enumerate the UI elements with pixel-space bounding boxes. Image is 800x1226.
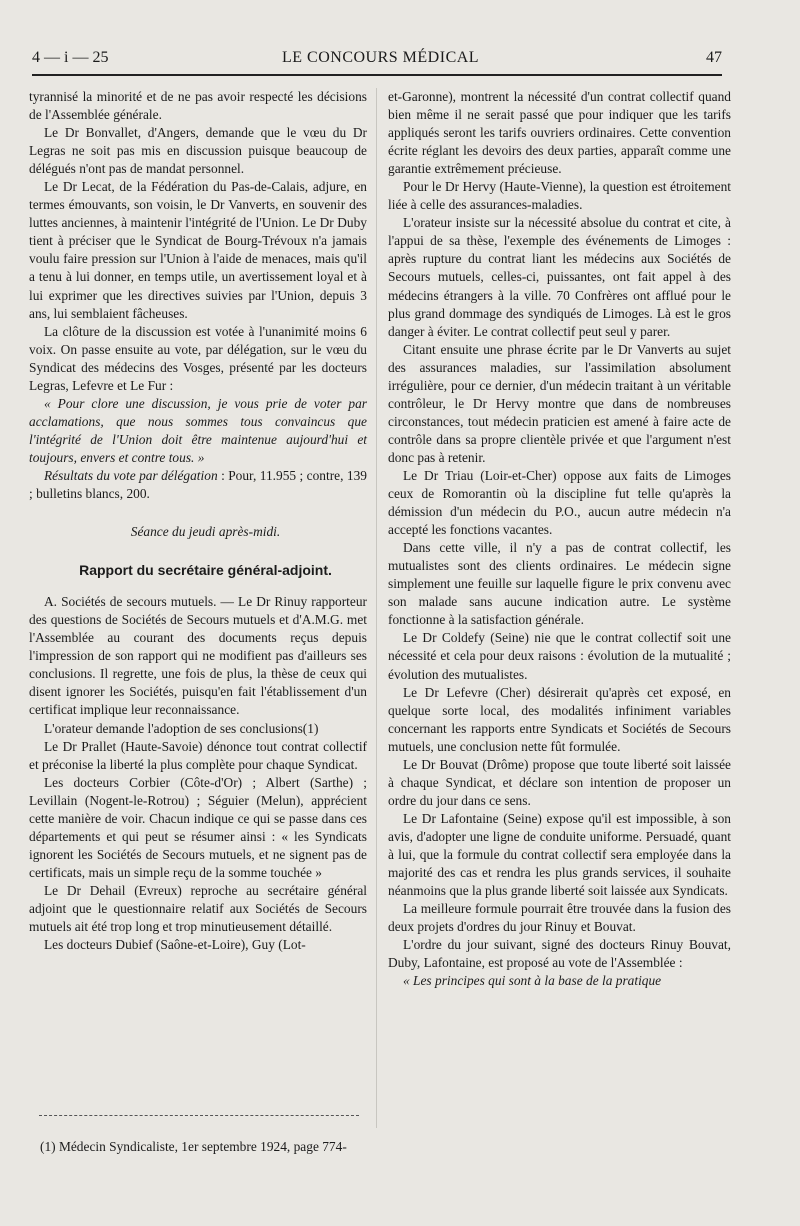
paragraph: La clôture de la discussion est votée à l'unanimité moins 6 voix. On passe ensuite au vote, par délégation, sur le vœu du Syndicat des médecins des Vosges, présenté par les docteurs Legras, Lefevre et Le Fur : bbox=[29, 323, 367, 393]
vote-results-text: : Pour, 11.955 ; contre, 139 ; bulletins blancs, 200. bbox=[29, 467, 367, 502]
paragraph: Le Dr Coldefy (Seine) nie que le contrat collectif soit une nécessité et cela pour deux raisons : évolution de la mutualité ; évolution des mutualistes. bbox=[388, 630, 731, 682]
journal-title: LE CONCOURS MÉDICAL bbox=[282, 49, 480, 66]
paragraph: Pour le Dr Hervy (Haute-Vienne), la question est étroitement liée à celle des assurances-maladies. bbox=[388, 179, 731, 213]
paragraph: Les docteurs Dubief (Saône-et-Loire), Guy (Lot- bbox=[44, 937, 306, 953]
vote-results-label: Résultats du vote par délégation bbox=[44, 467, 218, 483]
session-heading: Séance du jeudi après-midi. bbox=[130, 524, 281, 540]
paragraph: Dans cette ville, il n'y a pas de contrat collectif, les mutualistes sont des clients ordinaires. Le médecin signe simplement une feuille sur laquelle figure le prix convenu avec son malade sans aucune indication autre. Le système fonctionne à la satisfaction générale. bbox=[388, 540, 731, 628]
issue-date: 4 — i — 25 bbox=[32, 49, 109, 66]
header-rule bbox=[32, 74, 722, 76]
footnote-rule bbox=[39, 1115, 359, 1116]
paragraph: L'ordre du jour suivant, signé des docteurs Rinuy Bouvat, Duby, Lafontaine, est proposé au vote de l'Assemblée : bbox=[388, 937, 731, 971]
paragraph: Les docteurs Corbier (Côte-d'Or) ; Albert (Sarthe) ; Levillain (Nogent-le-Rotrou) ; Séguier (Melun), apprécient cette manière de voir. Chacun indique ce qui se passe dans ces départements et qui peut se résumer ainsi : « les Syndicats ignorent les Sociétés de Secours mutuels, et ne signent pas de certificats, mais un simple reçu de la somme touchée » bbox=[29, 774, 367, 880]
paragraph: Le Dr Triau (Loir-et-Cher) oppose aux faits de Limoges ceux de Romorantin où la discipline fut telle qu'après la démission d'un médecin du P.O., aucun autre médecin n'a accepté les fonctions vacantes. bbox=[388, 467, 731, 538]
vote-results bbox=[29, 467, 367, 503]
paragraph: Le Dr Prallet (Haute-Savoie) dénonce tout contrat collectif et préconise la liberté la plus complète pour chaque Syndicat. bbox=[29, 738, 367, 772]
quoted-motion: « Pour clore une discussion, je vous prie de voter par acclamations, que nous sommes tous convaincus que l'intégrité de l'Union doit être maintenue aujourd'hui et toujours, envers et contre tous. » bbox=[29, 395, 367, 465]
paragraph: Le Dr Bouvat (Drôme) propose que toute liberté soit laissée à chaque Syndicat, et déclare son intention de proposer un ordre du jour dans ce sens. bbox=[388, 756, 731, 808]
paragraph: Le Dr Lecat, de la Fédération du Pas-de-Calais, adjure, en termes émouvants, son voisin, le Dr Vanverts, en souvenir des luttes anciennes, à maintenir l'intégrité de l'Union. Le Dr Duby tient à préciser que le Syndicat de Bourg-Trévoux n'a jamais voulu faire pression sur l'Union à l'aide de menaces, mais qu'il a tenu à lui donner, en temps utile, un avertissement loyal et à lui exprimer que les directives suivies par l'Union, depuis 3 ans, lui semblaient fâcheuses. bbox=[29, 179, 367, 321]
column-gutter bbox=[376, 88, 377, 1128]
footnote: (1) Médecin Syndicaliste, 1er septembre 1924, page 774- bbox=[40, 1139, 347, 1154]
paragraph: Le Dr Lafontaine (Seine) expose qu'il est impossible, à son avis, d'adopter une ligne de conduite uniforme. Persuadé, quant à lui, que la formule du contrat collectif sera employée dans la majorité des cas et rendra les plus grands services, il souhaite néanmoins que la plus grande liberté soit laissée aux Syndicats. bbox=[388, 810, 731, 899]
quoted-motion: « Les principes qui sont à la base de la pratique bbox=[403, 973, 662, 989]
paragraph: L'orateur insiste sur la nécessité absolue du contrat et cite, à l'appui de sa thèse, l'exemple des événements de Limoges : après rupture du contrat liant les médecins aux Sociétés de Secours mutuels, celles-ci, puissantes, ont fait appel à des médecins étrangers à la ville. 70 Confrères ont afflué pour le plus grand dommage des syndiqués de Limoges. Là est le gros danger à éviter. Le contrat collectif peut seul y parer. bbox=[388, 215, 731, 339]
paragraph: A. Sociétés de secours mutuels. — Le Dr Rinuy rapporteur des questions de Sociétés de Secours mutuels et d'A.M.G. met l'Assemblée au courant des documents reçus depuis l'impression de son rapport qui ne modifient pas d'ailleurs ses conclusions. Il regrette, une fois de plus, la thèse de ceux qui disent ignorer les Sociétés, puisqu'en fait l'établissement d'un certificat implique leur reconnaissance. bbox=[29, 594, 367, 718]
paragraph: Le Dr Lefevre (Cher) désirerait qu'après cet exposé, en quelque sorte local, des modalités infiniment variables concernant les rapports entre Syndicats et Sociétés de Secours mutuels, une conclusion nette fût formulée. bbox=[388, 684, 731, 754]
paragraph: tyrannisé la minorité et de ne pas avoir respecté les décisions de l'Assemblée générale. bbox=[29, 89, 367, 123]
paragraph: Citant ensuite une phrase écrite par le Dr Vanverts au sujet des assurances maladies, sur l'assimilation absolument irrégulière, pour ce dernier, d'un médecin traitant à un véritable contrôleur, le Dr Hervy montre que dans de nombreuses circonstances, tout médecin praticien est amené à faire acte de contrôle dans sa propre clientèle privée et que l'argument n'est donc pas à retenir. bbox=[388, 341, 731, 465]
paragraph: Le Dr Dehail (Evreux) reproche au secrétaire général adjoint que le questionnaire relatif aux Sociétés de Secours mutuels ait été trop long et trop minutieusement détaillé. bbox=[29, 882, 367, 935]
paragraph: La meilleure formule pourrait être trouvée dans la fusion des deux projets d'ordres du jour Rinuy et Bouvat. bbox=[388, 901, 731, 935]
section-title: Rapport du secrétaire général-adjoint. bbox=[79, 562, 332, 579]
paragraph: L'orateur demande l'adoption de ses conclusions(1) bbox=[44, 720, 319, 736]
right-column bbox=[388, 88, 731, 990]
page-number: 47 bbox=[706, 49, 722, 66]
paragraph: Le Dr Bonvallet, d'Angers, demande que le vœu du Dr Legras ne soit pas mis en discussion puisque beaucoup de délégués n'ont pas de mandat personnel. bbox=[29, 125, 367, 177]
paragraph: et-Garonne), montrent la nécessité d'un contrat collectif quand bien même il ne serait passé que pour indiquer que les tarifs appliqués seront les tarifs ouvriers ordinaires. Cette convention écrite réglant les devoirs des deux parties, apparaît comme une garantie extrêmement précieuse. bbox=[388, 89, 731, 177]
page-header bbox=[32, 46, 722, 72]
left-column bbox=[29, 88, 367, 954]
